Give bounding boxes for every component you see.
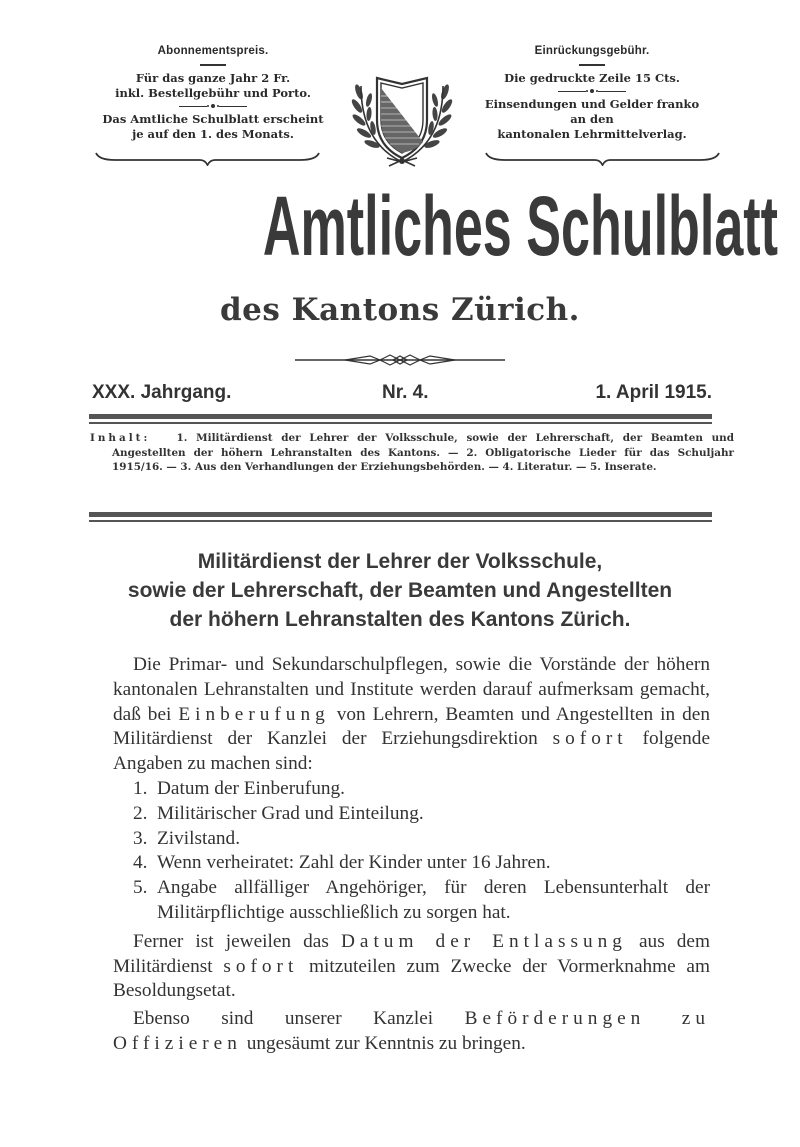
text: ungesäumt zur Kenntnis zu bringen. [241, 1032, 526, 1054]
ornament-divider-icon [295, 353, 505, 367]
text: mitzuteilen zum Zwecke der Vormerknahme am Besoldungsetat. [113, 955, 710, 1002]
publication-line: Das Amtliche Schulblatt erscheint [102, 111, 324, 126]
emphasized-text: sofort [223, 955, 299, 977]
article-heading [80, 547, 720, 634]
issue-info [92, 382, 712, 408]
issue-number: Nr. 4. [382, 382, 429, 403]
subscription-price-heading: Abonnementspreis. [157, 45, 269, 57]
brace-left-icon [95, 152, 320, 166]
text: aus dem Militärdienst [113, 930, 710, 977]
list-item [133, 851, 710, 876]
divider [579, 64, 605, 66]
required-information-list [133, 777, 710, 926]
paragraph [113, 930, 710, 1004]
dot-divider [462, 87, 722, 96]
list-item [133, 876, 710, 926]
heading-line: Militärdienst der Lehrer der Volksschule, [197, 550, 603, 573]
list-text: Angabe allfälliger Angehöriger, für deren Lebensunterhalt der Militärpflichtige ausschließlich zu sorgen hat. [157, 877, 710, 923]
masthead-subtitle: des Kantons Zürich. [220, 292, 580, 328]
double-rule [89, 512, 712, 522]
masthead-title [207, 176, 778, 276]
list-text: Militärischer Grad und Einteilung. [157, 802, 424, 824]
insertion-fee-heading: Einrückungsgebühr. [534, 45, 650, 57]
publication-line: je auf den 1. des Monats. [132, 126, 294, 141]
list-number: 1. [133, 777, 148, 799]
article-body [113, 653, 710, 1057]
insertion-fee-column [462, 44, 722, 142]
paragraph [113, 653, 710, 777]
heading-line: der höhern Lehranstalten des Kantons Zürich. [169, 608, 631, 631]
contents-text: 1. Militärdienst der Lehrer der Volksschule, sowie der Lehrerschaft, der Beamten und Angestellten der höhern Lehranstalten des Kantons. — 2. Obligatorische Lieder für das Schuljahr 1915/16. — 3. Aus den Verhandlungen der Erziehungsbehörden. — 4. Literatur. — 5. Inserate. [112, 432, 734, 473]
emphasized-text: Einberufung [178, 703, 330, 725]
fee-line: Die gedruckte Zeile 15 Cts. [504, 70, 680, 85]
dot-divider [88, 102, 338, 111]
submission-line: an den [570, 111, 614, 126]
subscription-price-column [88, 44, 338, 142]
list-item [133, 802, 710, 827]
issue-date: 1. April 1915. [595, 382, 712, 403]
brace-right-icon [485, 152, 720, 166]
volume: XXX. Jahrgang. [92, 382, 232, 403]
list-number: 3. [133, 827, 148, 849]
emphasized-text: sofort [552, 728, 628, 750]
list-text: Zivilstand. [157, 827, 241, 849]
text: Die Primar- und Sekundarschulpflegen, sowie die Vorstände der höhern kantonalen Lehranstalten und Institute werden darauf aufmerksam gemacht, daß bei [113, 654, 710, 725]
contents-label: Inhalt: [90, 432, 151, 444]
masthead-title-text: Amtliches Schulblatt [262, 179, 778, 273]
submission-line: kantonalen Lehrmittelverlag. [497, 126, 687, 141]
table-of-contents [90, 431, 734, 475]
text: Ebenso sind unserer Kanzlei [133, 1008, 465, 1030]
list-text: Datum der Einberufung. [157, 777, 345, 799]
list-number: 2. [133, 802, 148, 824]
list-item [133, 777, 710, 802]
list-item [133, 827, 710, 852]
price-line: Für das ganze Jahr 2 Fr. [135, 70, 291, 85]
emphasized-text: Beförderungen zu Offizieren [113, 1008, 710, 1054]
emphasized-text: Datum der Entlassung [340, 930, 627, 952]
text: von Lehrern, Beamten und Angestellten in den Militärdienst der Kanzlei der Erziehungsdirektion [113, 703, 710, 750]
submission-line: Einsendungen und Gelder franko [484, 96, 700, 111]
price-line: inkl. Bestellgebühr und Porto. [115, 85, 311, 100]
text: Ferner ist jeweilen das [133, 930, 341, 952]
list-number: 5. [133, 877, 148, 899]
double-rule [89, 414, 712, 424]
paragraph [113, 1007, 710, 1057]
list-number: 4. [133, 852, 148, 874]
list-text: Wenn verheiratet: Zahl der Kinder unter 16 Jahren. [157, 852, 551, 874]
divider [200, 64, 226, 66]
heading-line: sowie der Lehrerschaft, der Beamten und Angestellten [127, 579, 673, 602]
text: folgende Angaben zu machen sind: [113, 728, 710, 775]
coat-of-arms-icon [347, 62, 457, 172]
